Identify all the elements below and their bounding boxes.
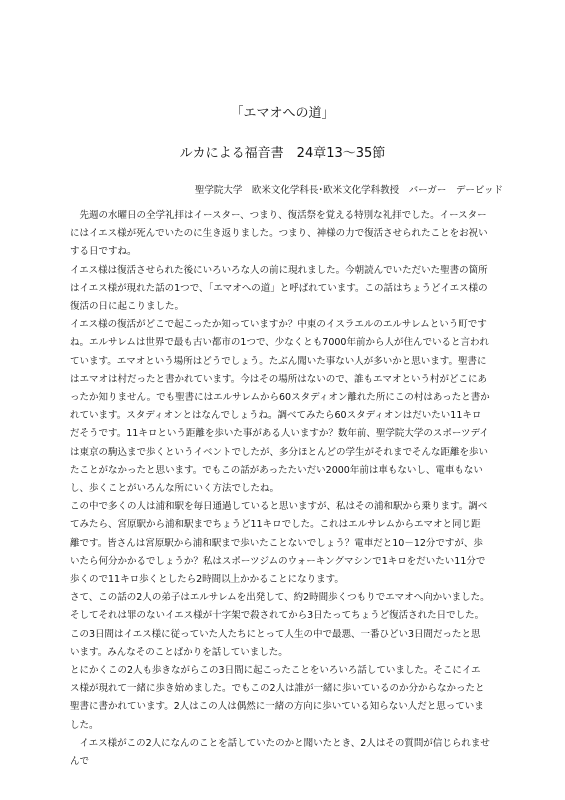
sermon-title: 「エマオへの道」 [230,106,335,121]
paragraph: この中で多くの人は浦和駅を毎日通過していると思いますが、私はその浦和駅から乗ります。調べてみたら、宮原駅から浦和駅までちょうど11キロでした。これはエルサレムからエマオと同じ距離です。皆さんは宮原駅から浦和駅まで歩いたことないでしょう？電車だと10－12分ですが、歩いたら何分かかるでしょうか？私はスポーツジムのウォーキングマシンで1キロをだいたい11分で歩くので11キロ歩くとしたら2時間以上かかることになります。 [70,501,488,586]
paragraph: イエス様の復活がどこで起こったか知っていますか？中東のイスラエルのエルサレムという町ですね。エルサレムは世界で最も古い都市の1つで、少なくとも7000年前から人が住んでいると言われています。エマオという場所はどうでしょう。たぶん聞いた事ない人が多いかと思います。聖書にはエマオは村だったと書かれています。今はその場所はないので、誰もエマオという村がどこにあったか知りません。でも聖書にはエルサレムから60スタディオン離れた所にこの村はあったと書かれています。スタディオンとはなんでしょうね。調べてみたら60スタディオンはだいたい11キロだそうです。11キロという距離を歩いた事がある人いますか？数年前、聖学院大学のスポーツデイは東京の駒込まで歩くというイベントでしたが、多分ほとんどの学生がそれまでそんな距離を歩いたことがなかったと思います。でもこの話があったたいだい2000年前は車もないし、電車もないし、歩くことがいろんな所にいく方法でしたね。 [70,319,490,495]
paragraph: さて、この話の2人の弟子はエルサレムを出発して、約2時間歩くつもりでエマオへ向かいました。そしてそれは罪のないイエス様が十字架で殺されてから3日たってちょうど復活された日でした。この3日間はイエス様に従っていた人たちにとって人生の中で最悪、一番ひどい3日間だったと思います。みんなそのことばかりを話していました。 [70,592,490,658]
sermon-body [70,207,490,771]
paragraph: イエス様がこの2人になんのことを話していたのかと聞いたとき、2人はその質問が信じられませんで [70,737,490,768]
scripture-reference: ルカによる福音書 24章13～35節 [179,146,386,161]
author-line: 聖学院大学 欧米文化学科長･欧米文化学科教授 バーガー デービッド [194,185,503,196]
paragraph: イエス様は復活させられた後にいろいろな人の前に現れました。今朝読んでいただいた聖書の箇所はイエス様が現れた話の1つで、「エマオへの道」と呼ばれています。この話はちょうどイエス様の復活の日に起こりました。 [70,264,488,313]
paragraph: とにかくこの2人も歩きながらこの3日間に起こったことをいろいろ話していました。そこにイエス様が現れて一緒に歩き始めました。でもこの2人は誰が一緒に歩いているのか分からなかったと聖書に書かれています。2人はこの人は偶然に一緒の方向に歩いている知らない人だと思っていました。 [70,665,485,731]
paragraph: 先週の水曜日の全学礼拝はイースター、つまり、復活祭を覚える特別な礼拝でした。イースターにはイエス様が死んでいたのに生き返りました。つまり、神様の力で復活させられたことをお祝いする日ですね。 [70,210,488,258]
